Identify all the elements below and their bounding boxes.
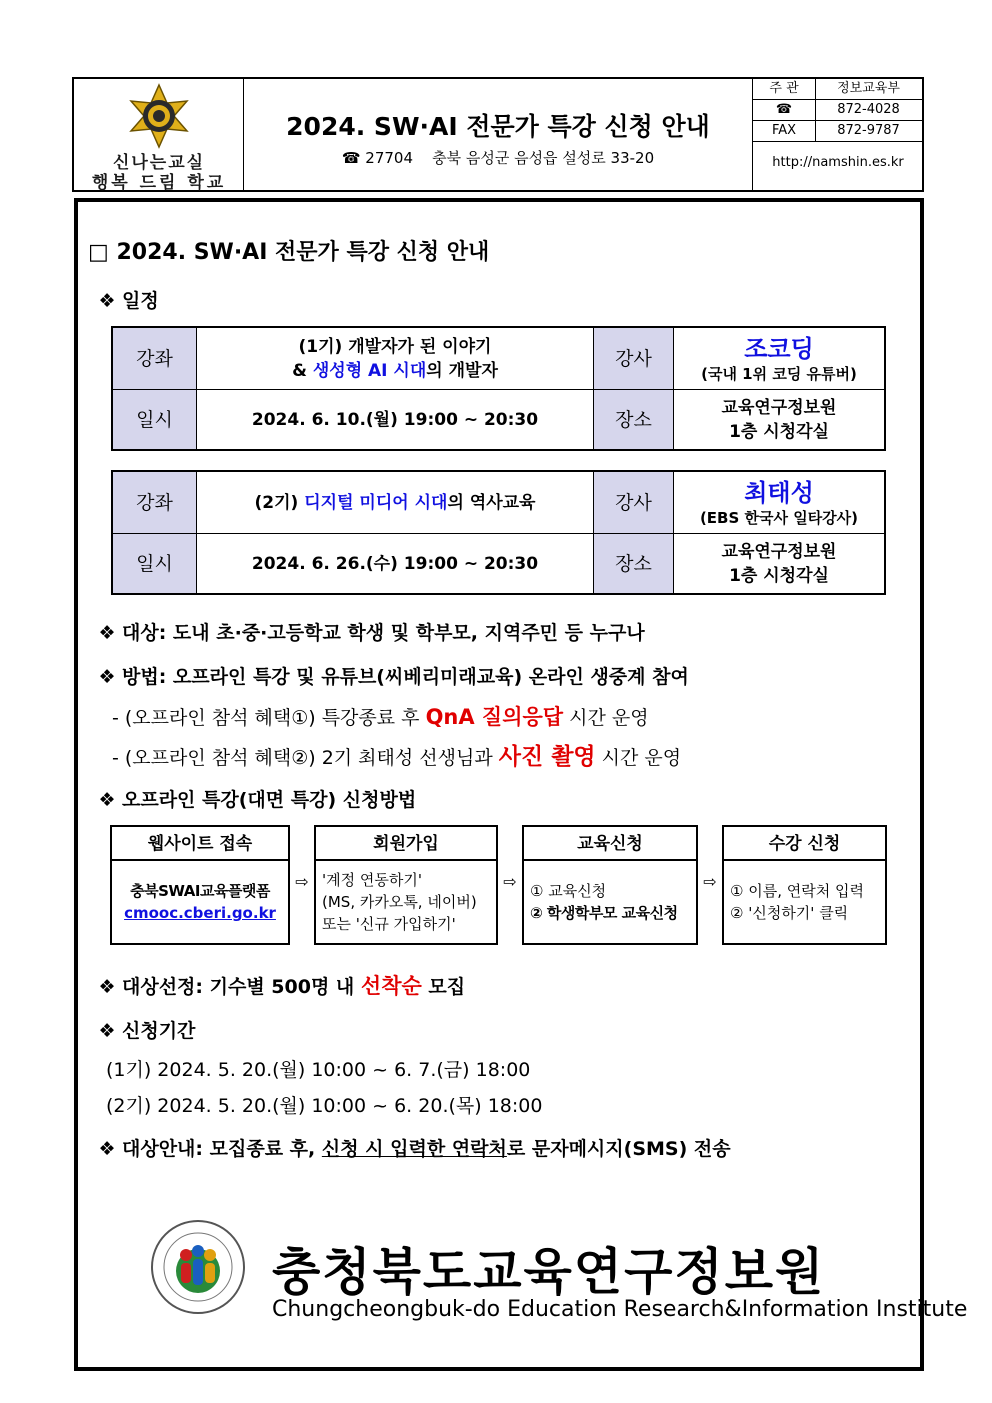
postcode: 27704 xyxy=(365,149,414,167)
dept-label: 주 관 xyxy=(753,79,816,99)
school-slogan-line2: 행복 드림 학교 xyxy=(91,173,227,193)
step-body: ① 교육신청 ② 학생학부모 교육신청 xyxy=(530,882,678,922)
fax-label: FAX xyxy=(753,121,816,141)
course-line2: & 생성형 AI 시대의 개발자 xyxy=(292,360,498,381)
address-text: 충북 음성군 음성읍 설성로 33-20 xyxy=(432,149,655,167)
place-line2: 1층 시청각실 xyxy=(729,565,829,586)
diamond-bullet-icon: ❖ xyxy=(98,622,116,644)
benefit-1-highlight: QnA 질의응답 xyxy=(425,705,564,729)
place-label: 장소 xyxy=(594,534,674,593)
lecture-2-date: 2024. 6. 26.(수) 19:00 ~ 20:30 xyxy=(197,534,594,593)
target-text: 대상: 도내 초·중·고등학교 학생 및 학부모, 지역주민 등 누구나 xyxy=(122,622,645,644)
place-line1: 교육연구정보원 xyxy=(721,397,837,418)
step-enroll xyxy=(522,825,698,945)
step-body xyxy=(112,861,288,943)
instructor-name: 최태성 xyxy=(744,478,814,507)
fax-value: 872-9787 xyxy=(837,123,900,138)
school-logo-cell xyxy=(74,79,244,193)
document-title: 2024. SW·AI 전문가 특강 신청 안내 xyxy=(286,112,710,141)
instructor-name: 조코딩 xyxy=(744,334,814,363)
dept-value: 정보교육부 xyxy=(837,81,900,96)
place-line1: 교육연구정보원 xyxy=(721,541,837,562)
lecture-1-course xyxy=(197,328,594,390)
notice-line: ❖ 대상안내: 모집종료 후, 신청 시 입력한 연락처로 문자메시지(SMS) 전송 xyxy=(92,1134,731,1161)
place-label: 장소 xyxy=(594,390,674,449)
header-title-cell xyxy=(244,79,752,190)
method-text: 방법: 오프라인 특강 및 유튜브(씨베리미래교육) 온라인 생중계 참여 xyxy=(122,666,689,688)
step-title: 회원가입 xyxy=(316,827,496,861)
document-header xyxy=(72,77,924,192)
diamond-bullet-icon: ❖ xyxy=(98,1138,116,1160)
selection-highlight: 선착순 xyxy=(360,974,422,998)
place-line2: 1층 시청각실 xyxy=(729,421,829,442)
schedule-heading-text: 일정 xyxy=(122,290,159,312)
section-title xyxy=(88,235,489,266)
instructor-desc: (EBS 한국사 일타강사) xyxy=(699,508,859,527)
lecture-2-instructor xyxy=(674,472,884,534)
arrow-right-icon: ⇨ xyxy=(295,872,309,891)
period-heading-text: 신청기간 xyxy=(122,1020,196,1042)
notice-underline: 신청 시 입력한 연락처 xyxy=(321,1138,507,1160)
apply-heading-text: 오프라인 특강(대면 특강) 신청방법 xyxy=(122,789,417,811)
phone-icon: ☎ xyxy=(341,149,361,167)
step-body: '계정 연동하기' (MS, 카카오톡, 네이버) 또는 '신규 가입하기' xyxy=(322,871,477,933)
checkbox-icon: □ xyxy=(88,240,109,265)
step-register xyxy=(722,825,887,945)
arrow-right-icon: ⇨ xyxy=(703,872,717,891)
institute-emblem-icon xyxy=(150,1219,246,1315)
diamond-bullet-icon: ❖ xyxy=(98,666,116,688)
school-slogan-line1: 신나는교실 xyxy=(112,153,206,173)
diamond-bullet-icon: ❖ xyxy=(98,789,116,811)
course-label: 강좌 xyxy=(113,472,197,534)
period-2: (2기) 2024. 5. 20.(월) 10:00 ~ 6. 20.(목) 18:00 xyxy=(106,1095,543,1117)
instructor-label: 강사 xyxy=(594,472,674,534)
apply-heading xyxy=(92,785,416,812)
phone-value: 872-4028 xyxy=(837,102,900,117)
lecture-1-date: 2024. 6. 10.(월) 19:00 ~ 20:30 xyxy=(197,390,594,449)
course-highlight: 디지털 미디어 시대 xyxy=(304,492,448,513)
lecture-1-place xyxy=(674,390,884,449)
contact-info-cell xyxy=(752,79,922,190)
course-line1: (1기) 개발자가 된 이야기 xyxy=(298,336,492,357)
step-title: 웹사이트 접속 xyxy=(112,827,288,861)
benefit-2-highlight: 사진 촬영 xyxy=(498,744,596,770)
contact-phone-row xyxy=(753,100,923,121)
school-address xyxy=(244,147,752,168)
course-highlight: 생성형 AI 시대 xyxy=(312,360,427,381)
date-label: 일시 xyxy=(113,390,197,449)
platform-name: 충북SWAI교육플랫폼 xyxy=(130,882,270,900)
step-title: 교육신청 xyxy=(524,827,696,861)
platform-link[interactable]: cmooc.cberi.go.kr xyxy=(124,904,276,922)
instructor-desc: (국내 1위 코딩 유튜버) xyxy=(701,364,857,383)
diamond-bullet-icon: ❖ xyxy=(98,976,116,998)
target-line xyxy=(92,618,645,645)
lecture-1-instructor xyxy=(674,328,884,390)
school-url[interactable]: http://namshin.es.kr xyxy=(772,155,904,170)
school-emblem-icon xyxy=(124,83,194,149)
lecture-1-table xyxy=(111,326,886,451)
selection-line: ❖ 대상선정: 기수별 500명 내 선착순 모집 xyxy=(92,970,465,1000)
arrow-right-icon: ⇨ xyxy=(503,872,517,891)
step-body: ① 이름, 연락처 입력 ② '신청하기' 클릭 xyxy=(730,882,864,922)
institute-name-english: Chungcheongbuk-do Education Research&Information Institute xyxy=(272,1297,968,1322)
instructor-label: 강사 xyxy=(594,328,674,390)
lecture-2-course: (2기) 디지털 미디어 시대의 역사교육 xyxy=(197,472,594,534)
diamond-bullet-icon: ❖ xyxy=(98,1020,116,1042)
method-line xyxy=(92,662,689,689)
benefit-2: - (오프라인 참석 혜택②) 2기 최태성 선생님과 사진 촬영 시간 운영 xyxy=(112,744,682,770)
contact-dept-row xyxy=(753,79,923,100)
period-1: (1기) 2024. 5. 20.(월) 10:00 ~ 6. 7.(금) 18:00 xyxy=(106,1059,531,1081)
benefit-1: - (오프라인 참석 혜택①) 특강종료 후 QnA 질의응답 시간 운영 xyxy=(112,705,649,729)
date-label: 일시 xyxy=(113,534,197,593)
period-heading xyxy=(92,1016,195,1043)
institute-name-korean: 충청북도교육연구정보원 xyxy=(272,1243,826,1301)
phone-label: ☎ xyxy=(753,100,816,120)
diamond-bullet-icon: ❖ xyxy=(98,290,116,312)
step-website xyxy=(110,825,290,945)
section-title-text: 2024. SW·AI 전문가 특강 신청 안내 xyxy=(116,240,490,265)
contact-fax-row xyxy=(753,121,923,142)
lecture-2-place xyxy=(674,534,884,593)
step-title: 수강 신청 xyxy=(724,827,885,861)
step-signup xyxy=(314,825,498,945)
schedule-heading xyxy=(92,286,159,313)
course-label: 강좌 xyxy=(113,328,197,390)
lecture-2-table xyxy=(111,470,886,595)
